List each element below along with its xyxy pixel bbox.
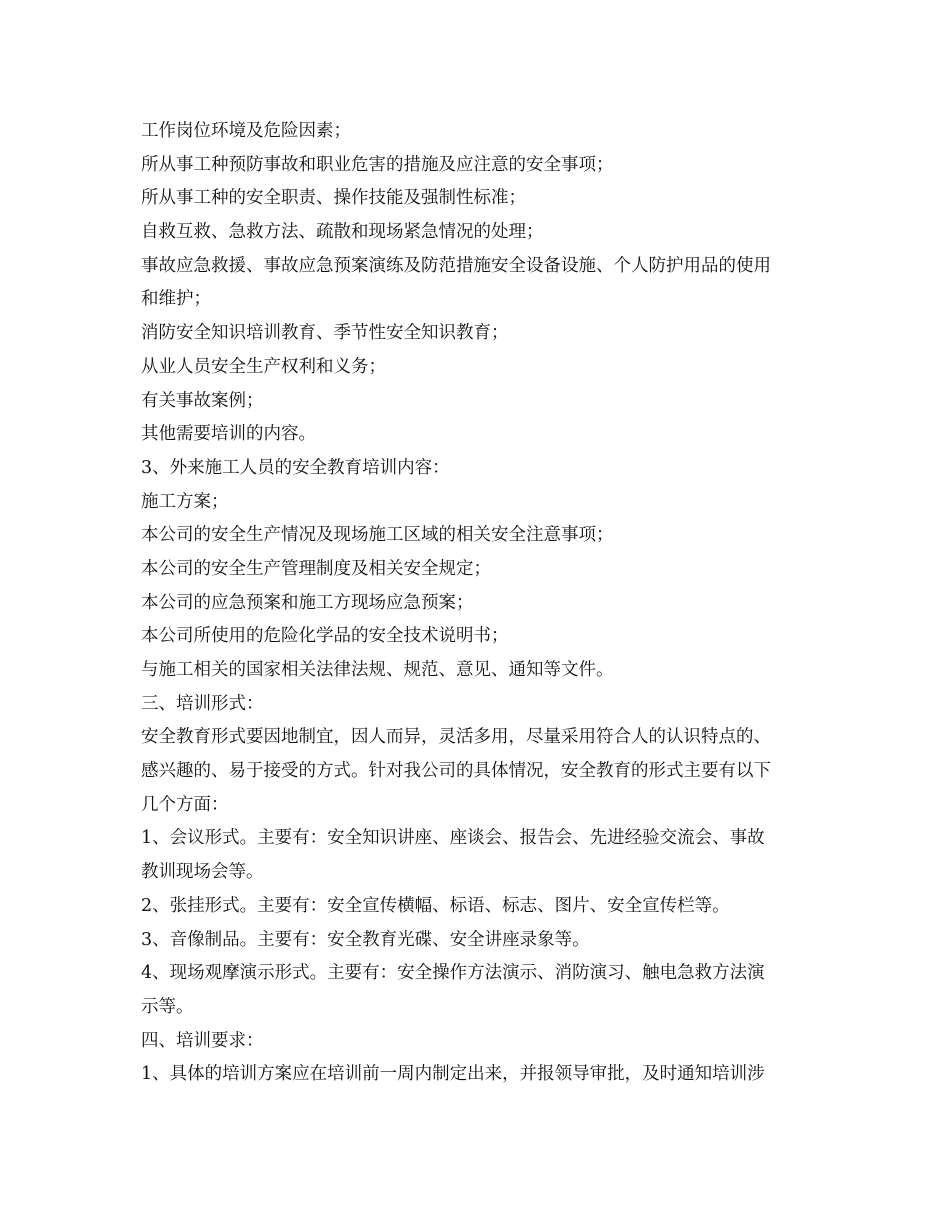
- text-line: 事故应急救援、事故应急预案演练及防范措施安全设备设施、个人防护用品的使用: [141, 255, 771, 276]
- list-item-line: 4、现场观摩演示形式。主要有：安全操作方法演示、消防演习、触电急救方法演: [141, 963, 765, 984]
- text-line: 与施工相关的国家相关法律法规、规范、意见、通知等文件。: [141, 660, 614, 680]
- text-line: 本公司的安全生产管理制度及相关安全规定；: [141, 558, 491, 579]
- text-line: 和维护；: [141, 289, 211, 310]
- document-body: [141, 115, 813, 1092]
- text-line: 从业人员安全生产权利和义务；: [141, 356, 386, 377]
- section-heading: 3、外来施工人员的安全教育培训内容：: [141, 457, 450, 478]
- text-line: 本公司所使用的危险化学品的安全技术说明书；: [141, 626, 509, 647]
- text-line: 所从事工种预防事故和职业危害的措施及应注意的安全事项；: [141, 154, 614, 175]
- text-line: 施工方案；: [141, 491, 229, 512]
- section-heading: 四、培训要求：: [141, 1030, 264, 1051]
- list-item-line: 示等。: [141, 996, 194, 1017]
- text-line: 消防安全知识培训教育、季节性安全知识教育；: [141, 323, 509, 344]
- text-line: 本公司的应急预案和施工方现场应急预案；: [141, 592, 474, 613]
- text-line: 本公司的安全生产情况及现场施工区域的相关安全注意事项；: [141, 525, 614, 546]
- list-item-line: 1、会议形式。主要有：安全知识讲座、座谈会、报告会、先进经验交流会、事故: [141, 828, 765, 849]
- paragraph-line: 几个方面：: [141, 794, 229, 815]
- text-line: 自救互救、急救方法、疏散和现场紧急情况的处理；: [141, 222, 544, 243]
- section-heading: 三、培训形式：: [141, 693, 264, 714]
- list-item-line: 教训现场会等。: [141, 862, 264, 883]
- paragraph-line: 安全教育形式要因地制宜，因人而异，灵活多用，尽量采用符合人的认识特点的、: [141, 727, 771, 748]
- list-item-line: 2、张挂形式。主要有：安全宣传横幅、标语、标志、图片、安全宣传栏等。: [141, 895, 730, 916]
- paragraph-line: 感兴趣的、易于接受的方式。针对我公司的具体情况，安全教育的形式主要有以下: [141, 761, 771, 782]
- text-line: 所从事工种的安全职责、操作技能及强制性标准；: [141, 188, 526, 209]
- text-line: 有关事故案例；: [141, 390, 264, 411]
- text-line: 其他需要培训的内容。: [141, 424, 316, 445]
- list-item-line: 3、音像制品。主要有：安全教育光碟、安全讲座录象等。: [141, 929, 590, 950]
- list-item-line: 1、具体的培训方案应在培训前一周内制定出来，并报领导审批，及时通知培训涉: [141, 1064, 765, 1085]
- text-line: 工作岗位环境及危险因素；: [141, 121, 351, 141]
